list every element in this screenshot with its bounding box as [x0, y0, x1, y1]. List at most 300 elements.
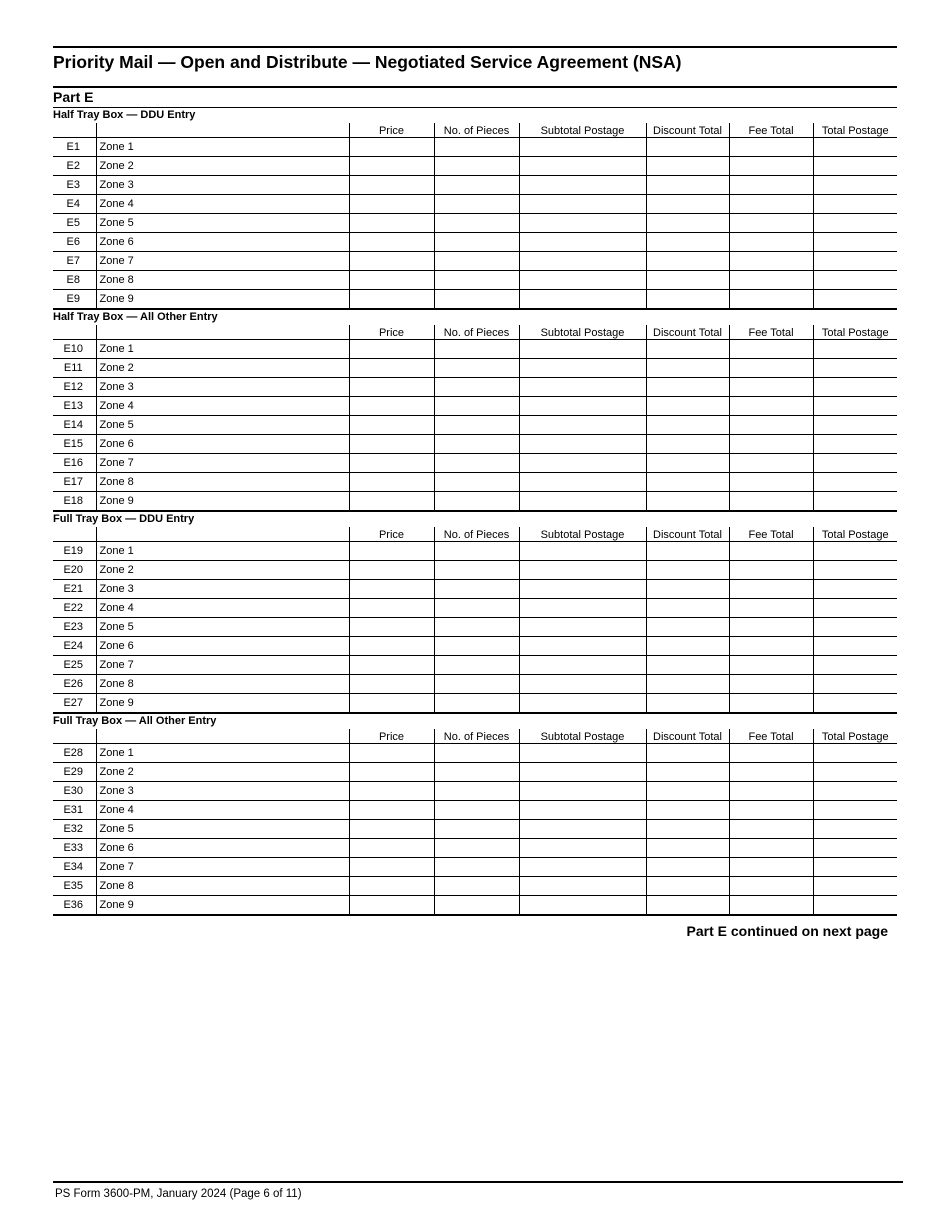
pieces-field[interactable] — [434, 675, 519, 694]
subtotal-field[interactable] — [519, 214, 646, 233]
pieces-field[interactable] — [434, 397, 519, 416]
total-field[interactable] — [813, 271, 897, 290]
subtotal-field[interactable] — [519, 290, 646, 310]
table-row — [53, 416, 897, 435]
discount-field[interactable] — [646, 157, 729, 176]
fee-field[interactable] — [729, 801, 813, 820]
column-header-pieces: No. of Pieces — [434, 527, 519, 542]
zone-label: Zone 7 — [96, 454, 349, 473]
column-header-pieces: No. of Pieces — [434, 325, 519, 340]
subtotal-field[interactable] — [519, 492, 646, 512]
discount-field[interactable] — [646, 214, 729, 233]
price-field[interactable] — [349, 435, 434, 454]
subtotal-field[interactable] — [519, 271, 646, 290]
discount-field[interactable] — [646, 492, 729, 512]
price-field[interactable] — [349, 233, 434, 252]
pieces-field[interactable] — [434, 454, 519, 473]
line-code: E1 — [53, 138, 96, 157]
pieces-field[interactable] — [434, 416, 519, 435]
price-field[interactable] — [349, 637, 434, 656]
fee-field[interactable] — [729, 618, 813, 637]
fee-field[interactable] — [729, 744, 813, 763]
header-blank — [96, 325, 349, 340]
fee-field[interactable] — [729, 694, 813, 714]
subtotal-field[interactable] — [519, 378, 646, 397]
subtotal-field[interactable] — [519, 744, 646, 763]
zone-label: Zone 6 — [96, 435, 349, 454]
column-header-price: Price — [349, 527, 434, 542]
price-field[interactable] — [349, 656, 434, 675]
pieces-field[interactable] — [434, 599, 519, 618]
line-code: E28 — [53, 744, 96, 763]
discount-field[interactable] — [646, 233, 729, 252]
price-field[interactable] — [349, 561, 434, 580]
total-field[interactable] — [813, 492, 897, 512]
subtotal-field[interactable] — [519, 435, 646, 454]
total-field[interactable] — [813, 157, 897, 176]
fee-field[interactable] — [729, 157, 813, 176]
table-row — [53, 637, 897, 656]
pieces-field[interactable] — [434, 473, 519, 492]
fee-field[interactable] — [729, 359, 813, 378]
price-field[interactable] — [349, 492, 434, 512]
price-field[interactable] — [349, 138, 434, 157]
table-row — [53, 252, 897, 271]
zone-label: Zone 4 — [96, 397, 349, 416]
price-field[interactable] — [349, 271, 434, 290]
price-field[interactable] — [349, 359, 434, 378]
price-field[interactable] — [349, 896, 434, 916]
subtotal-field[interactable] — [519, 233, 646, 252]
zone-label: Zone 8 — [96, 271, 349, 290]
pieces-field[interactable] — [434, 782, 519, 801]
zone-label: Zone 3 — [96, 580, 349, 599]
discount-field[interactable] — [646, 252, 729, 271]
fee-field[interactable] — [729, 637, 813, 656]
price-field[interactable] — [349, 473, 434, 492]
pieces-field[interactable] — [434, 290, 519, 310]
price-field[interactable] — [349, 877, 434, 896]
total-field[interactable] — [813, 138, 897, 157]
price-field[interactable] — [349, 580, 434, 599]
line-code: E20 — [53, 561, 96, 580]
zone-label: Zone 4 — [96, 801, 349, 820]
price-field[interactable] — [349, 801, 434, 820]
pieces-field[interactable] — [434, 252, 519, 271]
price-field[interactable] — [349, 744, 434, 763]
fee-field[interactable] — [729, 473, 813, 492]
zone-label: Zone 4 — [96, 195, 349, 214]
column-header-fee: Fee Total — [729, 527, 813, 542]
table-row — [53, 271, 897, 290]
fee-field[interactable] — [729, 340, 813, 359]
table-row — [53, 782, 897, 801]
discount-field[interactable] — [646, 763, 729, 782]
total-field[interactable] — [813, 340, 897, 359]
line-code: E8 — [53, 271, 96, 290]
subtotal-field[interactable] — [519, 454, 646, 473]
total-field[interactable] — [813, 397, 897, 416]
table-row — [53, 896, 897, 916]
pieces-field[interactable] — [434, 839, 519, 858]
price-field[interactable] — [349, 157, 434, 176]
line-code: E17 — [53, 473, 96, 492]
zone-label: Zone 6 — [96, 233, 349, 252]
column-header-subtotal: Subtotal Postage — [519, 325, 646, 340]
pieces-field[interactable] — [434, 157, 519, 176]
column-header-row — [53, 123, 897, 138]
zone-label: Zone 3 — [96, 378, 349, 397]
pieces-field[interactable] — [434, 359, 519, 378]
subtotal-field[interactable] — [519, 858, 646, 877]
subtotal-field[interactable] — [519, 542, 646, 561]
discount-field[interactable] — [646, 542, 729, 561]
subtotal-field[interactable] — [519, 763, 646, 782]
total-field[interactable] — [813, 782, 897, 801]
discount-field[interactable] — [646, 195, 729, 214]
discount-field[interactable] — [646, 580, 729, 599]
subtotal-field[interactable] — [519, 801, 646, 820]
subtotal-field[interactable] — [519, 138, 646, 157]
discount-field[interactable] — [646, 340, 729, 359]
price-field[interactable] — [349, 397, 434, 416]
discount-field[interactable] — [646, 473, 729, 492]
fee-field[interactable] — [729, 542, 813, 561]
fee-field[interactable] — [729, 214, 813, 233]
total-field[interactable] — [813, 675, 897, 694]
discount-field[interactable] — [646, 839, 729, 858]
zone-label: Zone 2 — [96, 359, 349, 378]
pieces-field[interactable] — [434, 271, 519, 290]
table-row — [53, 233, 897, 252]
fee-field[interactable] — [729, 839, 813, 858]
zone-label: Zone 9 — [96, 896, 349, 916]
pieces-field[interactable] — [434, 542, 519, 561]
fee-field[interactable] — [729, 656, 813, 675]
pieces-field[interactable] — [434, 435, 519, 454]
price-field[interactable] — [349, 763, 434, 782]
line-code: E15 — [53, 435, 96, 454]
line-code: E29 — [53, 763, 96, 782]
subtotal-field[interactable] — [519, 561, 646, 580]
subtotal-field[interactable] — [519, 839, 646, 858]
pieces-field[interactable] — [434, 763, 519, 782]
discount-field[interactable] — [646, 599, 729, 618]
pieces-field[interactable] — [434, 195, 519, 214]
discount-field[interactable] — [646, 877, 729, 896]
rate-table — [53, 527, 897, 714]
total-field[interactable] — [813, 744, 897, 763]
pieces-field[interactable] — [434, 801, 519, 820]
fee-field[interactable] — [729, 195, 813, 214]
price-field[interactable] — [349, 820, 434, 839]
zone-label: Zone 2 — [96, 763, 349, 782]
pieces-field[interactable] — [434, 340, 519, 359]
price-field[interactable] — [349, 599, 434, 618]
header-blank — [53, 123, 96, 138]
price-field[interactable] — [349, 694, 434, 714]
line-code: E22 — [53, 599, 96, 618]
subtotal-field[interactable] — [519, 416, 646, 435]
subtotal-field[interactable] — [519, 656, 646, 675]
subtotal-field[interactable] — [519, 195, 646, 214]
discount-field[interactable] — [646, 656, 729, 675]
price-field[interactable] — [349, 340, 434, 359]
line-code: E26 — [53, 675, 96, 694]
subtotal-field[interactable] — [519, 694, 646, 714]
table-row — [53, 858, 897, 877]
discount-field[interactable] — [646, 801, 729, 820]
total-field[interactable] — [813, 435, 897, 454]
table-row — [53, 580, 897, 599]
line-code: E6 — [53, 233, 96, 252]
pieces-field[interactable] — [434, 138, 519, 157]
fee-field[interactable] — [729, 378, 813, 397]
subtotal-field[interactable] — [519, 580, 646, 599]
price-field[interactable] — [349, 252, 434, 271]
total-field[interactable] — [813, 233, 897, 252]
table-row — [53, 877, 897, 896]
line-code: E12 — [53, 378, 96, 397]
discount-field[interactable] — [646, 618, 729, 637]
fee-field[interactable] — [729, 397, 813, 416]
fee-field[interactable] — [729, 435, 813, 454]
pieces-field[interactable] — [434, 580, 519, 599]
total-field[interactable] — [813, 359, 897, 378]
line-code: E33 — [53, 839, 96, 858]
total-field[interactable] — [813, 542, 897, 561]
pieces-field[interactable] — [434, 896, 519, 916]
discount-field[interactable] — [646, 858, 729, 877]
total-field[interactable] — [813, 599, 897, 618]
zone-label: Zone 4 — [96, 599, 349, 618]
fee-field[interactable] — [729, 290, 813, 310]
discount-field[interactable] — [646, 359, 729, 378]
discount-field[interactable] — [646, 397, 729, 416]
total-field[interactable] — [813, 378, 897, 397]
line-code: E11 — [53, 359, 96, 378]
pieces-field[interactable] — [434, 561, 519, 580]
fee-field[interactable] — [729, 252, 813, 271]
column-header-fee: Fee Total — [729, 123, 813, 138]
fee-field[interactable] — [729, 877, 813, 896]
section-title: Full Tray Box — All Other Entry — [53, 715, 217, 727]
total-field[interactable] — [813, 214, 897, 233]
table-row — [53, 839, 897, 858]
total-field[interactable] — [813, 195, 897, 214]
discount-field[interactable] — [646, 675, 729, 694]
total-field[interactable] — [813, 618, 897, 637]
section-2 — [53, 310, 897, 512]
line-code: E14 — [53, 416, 96, 435]
table-row — [53, 157, 897, 176]
pieces-field[interactable] — [434, 877, 519, 896]
price-field[interactable] — [349, 618, 434, 637]
price-field[interactable] — [349, 454, 434, 473]
total-field[interactable] — [813, 801, 897, 820]
zone-label: Zone 5 — [96, 214, 349, 233]
subtotal-field[interactable] — [519, 599, 646, 618]
subtotal-field[interactable] — [519, 675, 646, 694]
total-field[interactable] — [813, 877, 897, 896]
part-heading: Part E — [53, 89, 94, 105]
subtotal-field[interactable] — [519, 252, 646, 271]
discount-field[interactable] — [646, 176, 729, 195]
pieces-field[interactable] — [434, 820, 519, 839]
table-row — [53, 340, 897, 359]
total-field[interactable] — [813, 580, 897, 599]
table-row — [53, 378, 897, 397]
fee-field[interactable] — [729, 763, 813, 782]
fee-field[interactable] — [729, 675, 813, 694]
column-header-total: Total Postage — [813, 123, 897, 138]
fee-field[interactable] — [729, 138, 813, 157]
pieces-field[interactable] — [434, 858, 519, 877]
discount-field[interactable] — [646, 896, 729, 916]
zone-label: Zone 1 — [96, 138, 349, 157]
price-field[interactable] — [349, 378, 434, 397]
column-header-price: Price — [349, 729, 434, 744]
price-field[interactable] — [349, 839, 434, 858]
column-header-row — [53, 729, 897, 744]
discount-field[interactable] — [646, 561, 729, 580]
header-blank — [96, 527, 349, 542]
subtotal-field[interactable] — [519, 340, 646, 359]
line-code: E21 — [53, 580, 96, 599]
pieces-field[interactable] — [434, 694, 519, 714]
pieces-field[interactable] — [434, 214, 519, 233]
pieces-field[interactable] — [434, 378, 519, 397]
fee-field[interactable] — [729, 599, 813, 618]
pieces-field[interactable] — [434, 637, 519, 656]
total-field[interactable] — [813, 656, 897, 675]
subtotal-field[interactable] — [519, 473, 646, 492]
price-field[interactable] — [349, 542, 434, 561]
line-code: E10 — [53, 340, 96, 359]
form-title: Priority Mail — Open and Distribute — Negotiated Service Agreement (NSA) — [53, 52, 682, 72]
subtotal-field[interactable] — [519, 397, 646, 416]
subtotal-field[interactable] — [519, 877, 646, 896]
subtotal-field[interactable] — [519, 820, 646, 839]
line-code: E35 — [53, 877, 96, 896]
total-field[interactable] — [813, 839, 897, 858]
total-field[interactable] — [813, 416, 897, 435]
fee-field[interactable] — [729, 896, 813, 916]
pieces-field[interactable] — [434, 176, 519, 195]
rate-table — [53, 123, 897, 310]
discount-field[interactable] — [646, 138, 729, 157]
subtotal-field[interactable] — [519, 782, 646, 801]
pieces-field[interactable] — [434, 618, 519, 637]
discount-field[interactable] — [646, 782, 729, 801]
line-code: E16 — [53, 454, 96, 473]
discount-field[interactable] — [646, 454, 729, 473]
pieces-field[interactable] — [434, 656, 519, 675]
line-code: E2 — [53, 157, 96, 176]
fee-field[interactable] — [729, 858, 813, 877]
discount-field[interactable] — [646, 378, 729, 397]
total-field[interactable] — [813, 694, 897, 714]
price-field[interactable] — [349, 214, 434, 233]
zone-label: Zone 6 — [96, 637, 349, 656]
price-field[interactable] — [349, 176, 434, 195]
fee-field[interactable] — [729, 782, 813, 801]
top-rule — [53, 46, 897, 48]
fee-field[interactable] — [729, 271, 813, 290]
table-row — [53, 599, 897, 618]
total-field[interactable] — [813, 473, 897, 492]
total-field[interactable] — [813, 290, 897, 310]
price-field[interactable] — [349, 416, 434, 435]
column-header-fee: Fee Total — [729, 325, 813, 340]
fee-field[interactable] — [729, 580, 813, 599]
section-title: Half Tray Box — DDU Entry — [53, 109, 196, 121]
total-field[interactable] — [813, 763, 897, 782]
column-header-discount: Discount Total — [646, 123, 729, 138]
rate-table — [53, 729, 897, 916]
zone-label: Zone 7 — [96, 858, 349, 877]
fee-field[interactable] — [729, 416, 813, 435]
total-field[interactable] — [813, 820, 897, 839]
zone-label: Zone 2 — [96, 157, 349, 176]
total-field[interactable] — [813, 637, 897, 656]
total-field[interactable] — [813, 454, 897, 473]
table-row — [53, 656, 897, 675]
zone-label: Zone 1 — [96, 340, 349, 359]
discount-field[interactable] — [646, 694, 729, 714]
price-field[interactable] — [349, 782, 434, 801]
column-header-pieces: No. of Pieces — [434, 123, 519, 138]
discount-field[interactable] — [646, 435, 729, 454]
total-field[interactable] — [813, 896, 897, 916]
fee-field[interactable] — [729, 454, 813, 473]
header-blank — [53, 729, 96, 744]
pieces-field[interactable] — [434, 744, 519, 763]
line-code: E24 — [53, 637, 96, 656]
discount-field[interactable] — [646, 820, 729, 839]
discount-field[interactable] — [646, 637, 729, 656]
total-field[interactable] — [813, 176, 897, 195]
line-code: E9 — [53, 290, 96, 310]
fee-field[interactable] — [729, 176, 813, 195]
total-field[interactable] — [813, 858, 897, 877]
discount-field[interactable] — [646, 290, 729, 310]
discount-field[interactable] — [646, 271, 729, 290]
subtotal-field[interactable] — [519, 176, 646, 195]
price-field[interactable] — [349, 858, 434, 877]
column-header-total: Total Postage — [813, 729, 897, 744]
price-field[interactable] — [349, 195, 434, 214]
fee-field[interactable] — [729, 561, 813, 580]
pieces-field[interactable] — [434, 233, 519, 252]
subtotal-field[interactable] — [519, 896, 646, 916]
total-field[interactable] — [813, 561, 897, 580]
price-field[interactable] — [349, 675, 434, 694]
fee-field[interactable] — [729, 820, 813, 839]
subtotal-field[interactable] — [519, 618, 646, 637]
fee-field[interactable] — [729, 492, 813, 512]
pieces-field[interactable] — [434, 492, 519, 512]
total-field[interactable] — [813, 252, 897, 271]
subtotal-field[interactable] — [519, 637, 646, 656]
fee-field[interactable] — [729, 233, 813, 252]
subtotal-field[interactable] — [519, 157, 646, 176]
discount-field[interactable] — [646, 416, 729, 435]
zone-label: Zone 5 — [96, 416, 349, 435]
price-field[interactable] — [349, 290, 434, 310]
discount-field[interactable] — [646, 744, 729, 763]
subtotal-field[interactable] — [519, 359, 646, 378]
